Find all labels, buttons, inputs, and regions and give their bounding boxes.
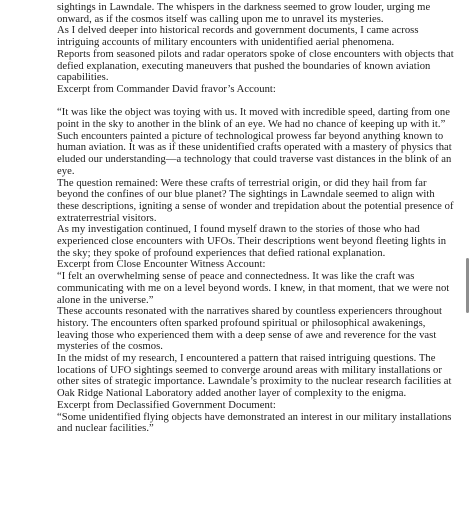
paragraph: The question remained: Were these crafts of terrestrial origin, or did they hail from far beyond the confines of our blue planet? The sightings in Lawndale seemed to align with these descriptions, igniting a sense of wonder and trepidation about the potential presence of extraterrestrial visitors. bbox=[57, 177, 454, 224]
quote: “I felt an overwhelming sense of peace and connectedness. It was like the craft was communicating with me on a level beyond words. I knew, in that moment, that we were not alone in the universe.” bbox=[57, 271, 450, 306]
vertical-scrollbar[interactable] bbox=[466, 258, 469, 313]
excerpt-heading: Excerpt from Commander David fravor’s Account: bbox=[57, 83, 276, 95]
quote: “It was like the object was toying with us. It moved with incredible speed, darting from one point in the sky to another in the blink of an eye. We had no chance of keeping up with it.” bbox=[57, 107, 450, 131]
document-body bbox=[57, 2, 457, 435]
paragraph: These accounts resonated with the narratives shared by countless experiencers throughout history. The encounters often sparked profound spiritual or philosophical awakenings, leaving those who experienced them with a deep sense of awe and reverence for the vast mysteries of the cosmos. bbox=[57, 306, 443, 353]
paragraph: In the midst of my research, I encountered a pattern that raised intriguing questions. The locations of UFO sightings seemed to converge around areas with military installations or other sites of strategic importance. Lawndale’s proximity to the nuclear research facilities at Oak Ridge National Laboratory added another layer of complexity to the enigma. bbox=[57, 353, 452, 400]
paragraph: As I delved deeper into historical records and government documents, I came across intriguing accounts of military encounters with unidentified aerial phenomena. bbox=[57, 25, 419, 49]
quote: “Some unidentified flying objects have demonstrated an interest in our military installations and nuclear facilities.” bbox=[57, 411, 452, 435]
excerpt-heading: Excerpt from Close Encounter Witness Account: bbox=[57, 259, 266, 271]
paragraph: Reports from seasoned pilots and radar operators spoke of close encounters with objects that defied explanation, executing maneuvers that pushed the boundaries of known aviation capabilities. bbox=[57, 48, 454, 84]
paragraph: sightings in Lawndale. The whispers in the darkness seemed to grow louder, urging me onward, as if the cosmos itself was calling upon me to unravel its mysteries. bbox=[57, 2, 431, 25]
paragraph: As my investigation continued, I found myself drawn to the stories of those who had experienced close encounters with UFOs. Their descriptions went beyond fleeting lights in the sky; they spoke of profound experiences that defied rational explanation. bbox=[57, 224, 447, 259]
excerpt-heading: Excerpt from Declassified Government Document: bbox=[57, 399, 276, 411]
paragraph: Such encounters painted a picture of technological prowess far beyond anything known to human aviation. It was as if these unidentified crafts operated with a mastery of physics that eluded our understanding—a technology that could traverse vast distances in the blink of an eye. bbox=[57, 130, 452, 177]
